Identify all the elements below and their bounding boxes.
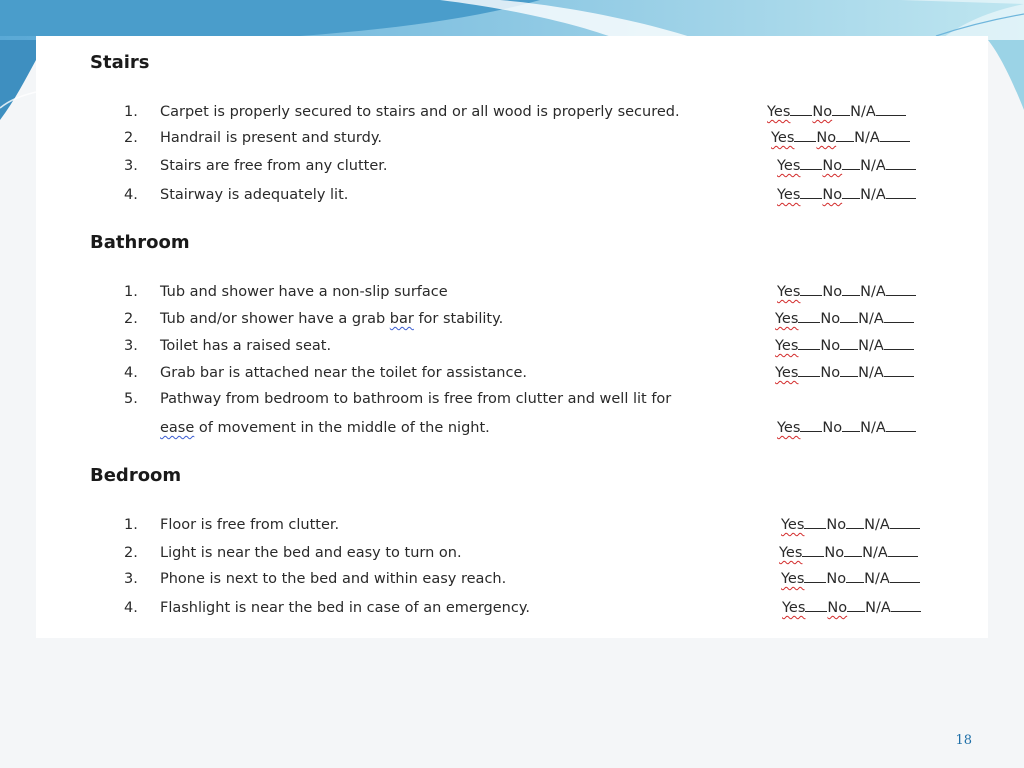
no-option[interactable]: No: [822, 420, 843, 436]
yes-option[interactable]: Yes: [775, 365, 799, 381]
na-option[interactable]: N/A: [864, 571, 890, 587]
answer-options: [777, 282, 916, 302]
yes-option[interactable]: Yes: [779, 545, 803, 561]
section-heading-bedroom: Bedroom: [90, 465, 182, 486]
no-option[interactable]: No: [812, 104, 833, 120]
yes-option[interactable]: Yes: [777, 420, 801, 436]
yes-option[interactable]: Yes: [775, 311, 799, 327]
yes-blank[interactable]: [802, 544, 824, 557]
yes-blank[interactable]: [804, 516, 826, 529]
yes-blank[interactable]: [798, 364, 820, 377]
na-option[interactable]: N/A: [860, 284, 886, 300]
checklist-item: 2. Tub and/or shower have a grab bar for stability. Yes No N/A: [36, 309, 988, 329]
yes-blank[interactable]: [800, 283, 822, 296]
answer-options: [775, 309, 914, 329]
checklist-item: 3. Toilet has a raised seat. Yes No N/A: [36, 336, 988, 356]
na-option[interactable]: N/A: [860, 158, 886, 174]
checklist-item: 4. Flashlight is near the bed in case of an emergency. Yes No N/A: [36, 598, 988, 618]
checklist-item: 2. Handrail is present and sturdy. Yes No N/A: [36, 128, 988, 148]
na-option[interactable]: N/A: [865, 600, 891, 616]
no-option[interactable]: No: [822, 158, 843, 174]
answer-options: [775, 363, 914, 383]
na-blank[interactable]: [888, 544, 918, 557]
checklist-item: 1. Carpet is properly secured to stairs and or all wood is properly secured. Yes No N/A: [36, 102, 988, 122]
na-option[interactable]: N/A: [858, 338, 884, 354]
checklist-item: 4. Grab bar is attached near the toilet for assistance. Yes No N/A: [36, 363, 988, 383]
no-blank[interactable]: [840, 310, 858, 323]
yes-blank[interactable]: [798, 310, 820, 323]
checklist-item: 5. Pathway from bedroom to bathroom is free from clutter and well lit for: [124, 391, 672, 407]
yes-option[interactable]: Yes: [777, 284, 801, 300]
na-option[interactable]: N/A: [864, 517, 890, 533]
no-option[interactable]: No: [820, 365, 841, 381]
na-blank[interactable]: [884, 364, 914, 377]
answer-options: [779, 543, 918, 563]
no-blank[interactable]: [842, 419, 860, 432]
no-blank[interactable]: [846, 570, 864, 583]
no-option[interactable]: No: [822, 187, 843, 203]
checklist-item: 2. Light is near the bed and easy to turn on. Yes No N/A: [36, 543, 988, 563]
no-blank[interactable]: [844, 544, 862, 557]
yes-blank[interactable]: [800, 186, 822, 199]
na-blank[interactable]: [884, 310, 914, 323]
no-option[interactable]: No: [820, 311, 841, 327]
no-blank[interactable]: [840, 337, 858, 350]
yes-blank[interactable]: [794, 129, 816, 142]
na-option[interactable]: N/A: [854, 130, 880, 146]
yes-option[interactable]: Yes: [775, 338, 799, 354]
yes-option[interactable]: Yes: [781, 517, 805, 533]
no-option[interactable]: No: [822, 284, 843, 300]
yes-blank[interactable]: [800, 419, 822, 432]
yes-option[interactable]: Yes: [771, 130, 795, 146]
yes-option[interactable]: Yes: [781, 571, 805, 587]
answer-options: [775, 336, 914, 356]
no-blank[interactable]: [846, 516, 864, 529]
yes-blank[interactable]: [800, 157, 822, 170]
no-option[interactable]: No: [826, 571, 847, 587]
checklist-item-continuation: ease of movement in the middle of the night. Yes No N/A: [36, 418, 988, 438]
na-blank[interactable]: [876, 103, 906, 116]
answer-options: [782, 598, 921, 618]
no-blank[interactable]: [842, 186, 860, 199]
yes-option[interactable]: Yes: [777, 158, 801, 174]
yes-option[interactable]: Yes: [767, 104, 791, 120]
yes-blank[interactable]: [798, 337, 820, 350]
na-blank[interactable]: [886, 419, 916, 432]
na-blank[interactable]: [880, 129, 910, 142]
no-option[interactable]: No: [827, 600, 848, 616]
yes-blank[interactable]: [805, 599, 827, 612]
page-number: 18: [955, 733, 972, 748]
checklist-document: [36, 36, 988, 638]
answer-options: [777, 418, 916, 438]
answer-options: [781, 515, 920, 535]
na-option[interactable]: N/A: [850, 104, 876, 120]
na-option[interactable]: N/A: [858, 311, 884, 327]
na-option[interactable]: N/A: [858, 365, 884, 381]
checklist-item: 3. Phone is next to the bed and within easy reach. Yes No N/A: [36, 569, 988, 589]
answer-options: [767, 102, 906, 122]
answer-options: [777, 185, 916, 205]
no-option[interactable]: No: [826, 517, 847, 533]
checklist-item: 4. Stairway is adequately lit. Yes No N/A: [36, 185, 988, 205]
yes-blank[interactable]: [790, 103, 812, 116]
na-option[interactable]: N/A: [860, 420, 886, 436]
checklist-item: 1. Floor is free from clutter. Yes No N/A: [36, 515, 988, 535]
answer-options: [781, 569, 920, 589]
no-blank[interactable]: [847, 599, 865, 612]
checklist-item: 1. Tub and shower have a non-slip surface Yes No N/A: [36, 282, 988, 302]
checklist-item: 3. Stairs are free from any clutter. Yes No N/A: [36, 156, 988, 176]
no-blank[interactable]: [832, 103, 850, 116]
na-blank[interactable]: [890, 570, 920, 583]
no-option[interactable]: No: [820, 338, 841, 354]
no-option[interactable]: No: [816, 130, 837, 146]
answer-options: [777, 156, 916, 176]
no-option[interactable]: No: [824, 545, 845, 561]
section-heading-bathroom: Bathroom: [90, 232, 190, 253]
no-blank[interactable]: [840, 364, 858, 377]
no-blank[interactable]: [836, 129, 854, 142]
na-blank[interactable]: [884, 337, 914, 350]
na-blank[interactable]: [891, 599, 921, 612]
yes-option[interactable]: Yes: [777, 187, 801, 203]
answer-options: [771, 128, 910, 148]
na-blank[interactable]: [886, 186, 916, 199]
na-option[interactable]: N/A: [862, 545, 888, 561]
na-blank[interactable]: [890, 516, 920, 529]
na-blank[interactable]: [886, 283, 916, 296]
na-blank[interactable]: [886, 157, 916, 170]
no-blank[interactable]: [842, 283, 860, 296]
no-blank[interactable]: [842, 157, 860, 170]
yes-option[interactable]: Yes: [782, 600, 806, 616]
section-heading-stairs: Stairs: [90, 52, 150, 73]
yes-blank[interactable]: [804, 570, 826, 583]
na-option[interactable]: N/A: [860, 187, 886, 203]
